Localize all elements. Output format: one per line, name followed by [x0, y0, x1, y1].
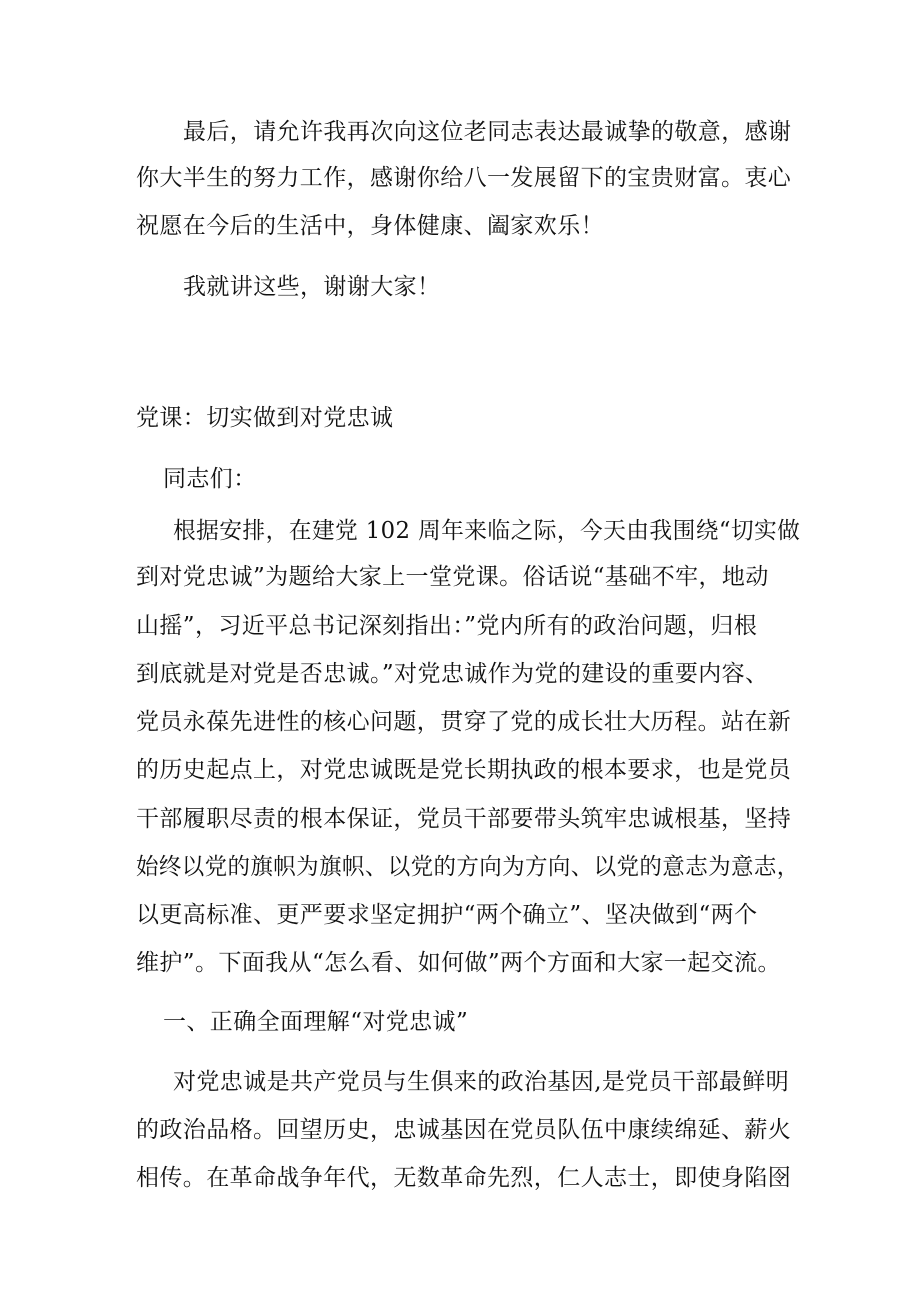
body-line: 干部履职尽责的根本保证，党员干部要带头筑牢忠诚根基，坚持: [136, 806, 792, 832]
body-line: 以更高标准、更严要求坚定拥护“两个确立”、坚决做到“两个: [136, 902, 758, 928]
body-line: 的历史起点上，对党忠诚既是党长期执政的根本要求，也是党员: [136, 757, 792, 783]
body-line: 对党忠诚是共产党员与生俱来的政治基因,是党员干部最鲜明: [173, 1069, 790, 1095]
closing-line: 祝愿在今后的生活中，身体健康、阖家欢乐！: [136, 213, 604, 239]
body-line: 到底就是对党是否忠诚。”对党忠诚作为党的建设的重要内容、: [136, 661, 769, 687]
body-line: 的政治品格。回望历史，忠诚基因在党员队伍中康续绵延、薪火: [136, 1117, 792, 1143]
closing-line: 你大半生的努力工作，感谢你给八一发展留下的宝贵财富。衷心: [136, 165, 792, 191]
salutation: 同志们：: [163, 466, 257, 492]
body-line: 党员永葆先进性的核心问题，贯穿了党的成长壮大历程。站在新: [136, 709, 792, 735]
body-line: 相传。在革命战争年代，无数革命先烈，仁人志士，即使身陷囹: [136, 1165, 792, 1191]
section-heading: 一、正确全面理解“对党忠诚”: [163, 1009, 469, 1035]
body-line: 始终以党的旗帜为旗帜、以党的方向为方向、以党的意志为意志，: [136, 854, 800, 880]
closing-line: 最后，请允许我再次向这位老同志表达最诚挚的敬意，感谢: [183, 119, 792, 145]
body-line: 山摇”，习近平总书记深刻指出：”党内所有的政治问题，归根: [136, 613, 758, 639]
article-title: 党课：切实做到对党忠诚: [136, 405, 394, 431]
body-line: 到对党忠诚”为题给大家上一堂党课。俗话说“基础不牢，地动: [136, 564, 769, 590]
body-line: 维护”。下面我从“怎么看、如何做”两个方面和大家一起交流。: [136, 950, 781, 976]
body-line: 根据安排，在建党 102 周年来临之际，今天由我围绕“切实做: [173, 518, 801, 544]
closing-thanks: 我就讲这些，谢谢大家！: [183, 274, 441, 300]
